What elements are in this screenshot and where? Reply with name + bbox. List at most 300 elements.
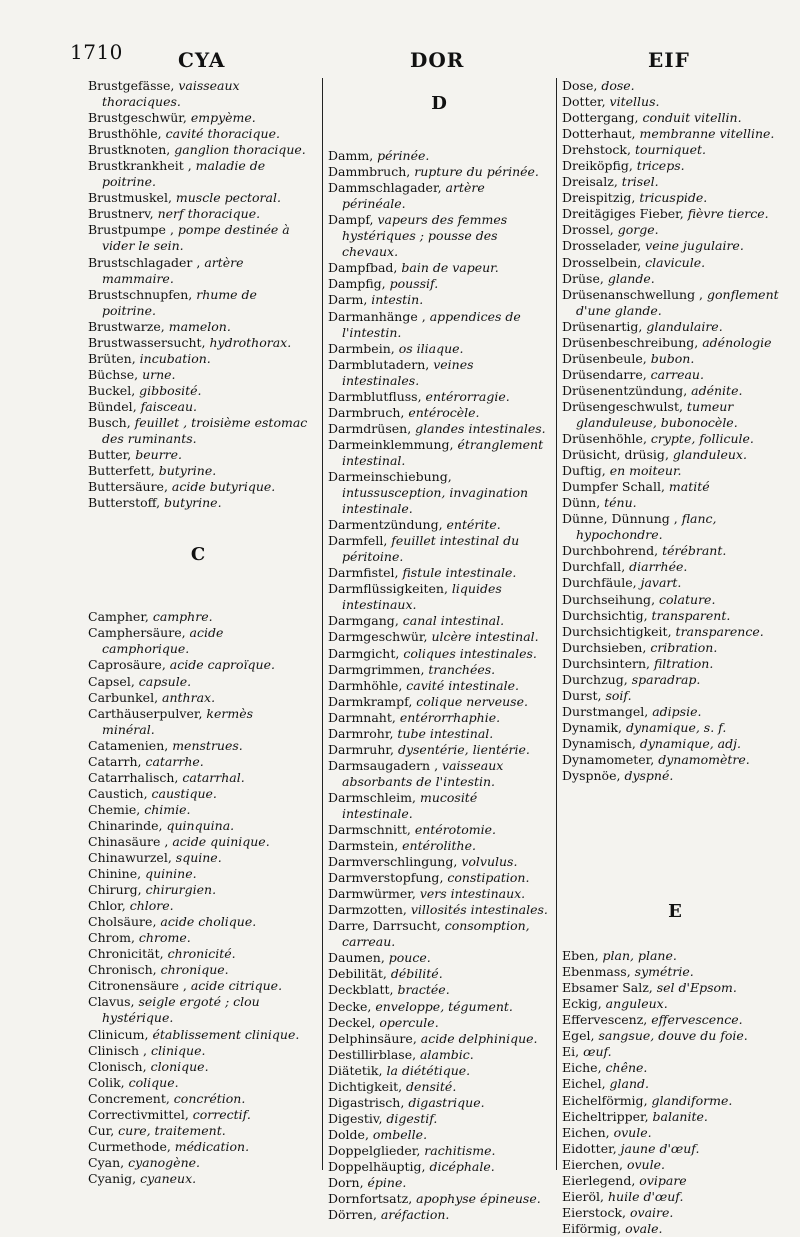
entry-separator: , — [599, 270, 608, 286]
entry-translation: clavicule. — [645, 254, 706, 270]
entry-separator: , — [637, 254, 646, 270]
entry-translation: conduit vitellin. — [642, 110, 742, 126]
entry-separator: , — [617, 1220, 626, 1236]
entry-headword: Darmfell — [328, 533, 384, 549]
entry-translation: tumeur glanduleuse, bubonocèle. — [576, 398, 738, 430]
entry-translation: gibbosité. — [139, 382, 202, 398]
entry-headword: Brustschnupfen — [88, 286, 189, 302]
entry-headword: Darmschleim — [328, 789, 413, 805]
entry-headword: Darre, Darrsucht — [328, 918, 437, 934]
entry-headword: Capsel — [88, 673, 131, 689]
entry-separator: , — [406, 822, 415, 838]
entry-headword: Chemie — [88, 801, 137, 817]
dictionary-entry — [562, 399, 788, 431]
entry-separator: , — [412, 1030, 421, 1046]
entry-headword: Eieröl — [562, 1188, 601, 1204]
entry-translation: dose. — [601, 78, 635, 93]
dictionary-entry — [328, 260, 550, 276]
entry-translation: anthrax. — [162, 689, 216, 705]
entry-translation: entérocèle. — [408, 404, 480, 420]
entry-separator: , — [400, 1094, 409, 1110]
entry-headword: Drüsenbeschreibung — [562, 334, 695, 350]
entry-separator: , — [166, 1138, 175, 1154]
dictionary-entry — [328, 790, 550, 822]
entry-headword: Drüsenanschwellung — [562, 286, 696, 302]
entry-separator: , — [142, 1058, 151, 1074]
entry-translation: adénologie — [702, 334, 772, 350]
dictionary-entry — [328, 1191, 550, 1207]
entry-separator: , — [619, 1156, 627, 1172]
entry-translation: densité. — [406, 1078, 457, 1094]
entry-headword: Dreiköpfig — [562, 158, 629, 174]
entry-separator: , — [152, 962, 161, 978]
entry-separator: , — [132, 1170, 141, 1186]
entry-translation: dynamomètre. — [658, 751, 750, 767]
entry-translation: dyspné. — [624, 768, 674, 784]
dictionary-entry — [562, 511, 788, 543]
entry-translation: feuillet intestinal du péritoine. — [342, 533, 520, 565]
dictionary-entry — [88, 930, 308, 946]
entry-headword: Darmgicht — [328, 645, 396, 661]
entry-translation: squine. — [175, 850, 222, 866]
entry-headword: Busch — [88, 414, 127, 430]
dictionary-entry — [562, 319, 788, 335]
entry-headword: Drüsicht, drüsig — [562, 447, 665, 463]
entry-separator: , — [417, 308, 430, 324]
entry-translation: camphre. — [152, 609, 213, 625]
entry-headword: Durchsichtig — [562, 607, 644, 623]
dictionary-entry — [328, 565, 550, 581]
dictionary-entry — [88, 690, 308, 706]
dictionary-entry — [88, 222, 308, 254]
entry-headword: Dorn — [328, 1175, 360, 1191]
entry-translation: cyaneux. — [140, 1170, 197, 1186]
entry-translation: dicéphale. — [429, 1159, 495, 1174]
entry-translation: adipsie. — [652, 703, 702, 719]
entry-headword: Brustwassersucht — [88, 334, 202, 350]
entry-headword: Catarrhalisch — [88, 769, 175, 785]
entry-headword: Buckel — [88, 382, 132, 398]
entry-headword: Drüsenhöhle — [562, 431, 643, 447]
entry-headword: Dose — [562, 78, 594, 93]
running-head-right: EIF — [648, 48, 690, 72]
entry-separator: , — [395, 645, 404, 661]
entry-translation: glandiforme. — [651, 1092, 733, 1108]
entry-separator: , — [181, 625, 190, 641]
entry-separator: , — [695, 286, 707, 302]
entry-translation: nerf thoracique. — [157, 206, 261, 222]
dictionary-entry — [88, 850, 308, 866]
entry-separator: , — [643, 1012, 652, 1028]
entry-headword: Durstmangel — [562, 703, 645, 719]
entry-translation: veine jugulaire. — [645, 238, 744, 254]
entry-headword: Dynamometer — [562, 751, 651, 767]
entry-separator: , — [170, 78, 179, 93]
entry-translation: établissement clinique. — [152, 1026, 300, 1042]
entry-separator: , — [394, 565, 403, 581]
dictionary-entry — [328, 886, 550, 902]
dictionary-entry — [88, 625, 308, 657]
entry-headword: Darmwürmer — [328, 886, 412, 902]
entry-separator: , — [120, 1074, 129, 1090]
entry-translation: transparence. — [675, 623, 764, 639]
entry-translation: dynamique, s. f. — [625, 719, 727, 735]
dictionary-entry — [328, 1063, 550, 1079]
entry-separator: , — [643, 1092, 652, 1108]
dictionary-entry — [88, 994, 308, 1026]
entry-translation: digastrique. — [408, 1094, 485, 1110]
entry-separator: , — [137, 866, 146, 882]
entry-translation: cure, traitement. — [118, 1122, 226, 1138]
entry-separator: , — [443, 581, 452, 597]
entry-headword: Brustmuskel — [88, 190, 168, 206]
dictionary-entry — [328, 950, 550, 966]
entry-headword: Butterfett — [88, 463, 151, 479]
entry-translation: carreau. — [650, 366, 704, 382]
section-spacer — [562, 784, 788, 904]
dictionary-entry — [328, 1127, 550, 1143]
entry-translation: vitellus. — [609, 94, 660, 110]
column-2 — [322, 78, 550, 1223]
entry-headword: Darmentzündung — [328, 517, 439, 533]
entry-headword: Darmgeschwür — [328, 629, 424, 645]
entry-translation: mamelon. — [168, 318, 231, 334]
dictionary-entry — [562, 206, 788, 222]
entry-translation: ganglion thoracique. — [174, 142, 306, 158]
entry-headword: Daumen — [328, 950, 381, 966]
dictionary-entry — [562, 238, 788, 254]
entry-headword: Caprosäure — [88, 657, 162, 673]
dictionary-entry — [562, 688, 788, 704]
entry-translation: débilité. — [390, 966, 443, 982]
entry-headword: Darmanhänge — [328, 308, 418, 324]
dictionary-entry — [328, 1095, 550, 1111]
entry-headword: Durchzug — [562, 671, 624, 687]
dictionary-entry — [328, 694, 550, 710]
entry-translation: dysentérie, lientérie. — [397, 741, 530, 757]
entry-translation: balanite. — [652, 1108, 708, 1124]
entry-translation: membranne vitelline. — [639, 126, 775, 142]
entry-separator: , — [622, 1204, 630, 1220]
entry-separator: , — [408, 693, 417, 709]
dictionary-entry — [562, 768, 788, 784]
entry-separator: , — [600, 1188, 608, 1204]
entry-separator: , — [406, 164, 415, 180]
entry-headword: Darmgang — [328, 613, 395, 629]
entry-headword: Darmstein — [328, 838, 395, 854]
dictionary-entry — [562, 1028, 788, 1044]
entry-translation: menstrues. — [172, 737, 243, 753]
entry-headword: Darmhöhle — [328, 677, 399, 693]
entry-translation: poussif. — [389, 276, 439, 292]
entry-translation: colature. — [659, 591, 716, 607]
entry-translation: consomption, carreau. — [342, 918, 530, 950]
entry-separator: , — [371, 1014, 380, 1030]
dictionary-entry — [328, 309, 550, 341]
entry-translation: canal intestinal. — [402, 613, 505, 629]
entry-translation: gland. — [609, 1076, 650, 1092]
entry-separator: , — [621, 559, 630, 575]
entry-translation: diarrhée. — [629, 559, 688, 575]
entry-translation: étranglement intestinal. — [342, 436, 544, 468]
entry-separator: , — [192, 254, 205, 270]
section-letter-heading: E — [668, 901, 682, 923]
entry-separator: , — [423, 629, 432, 645]
entry-translation: acide caproïque. — [169, 657, 275, 673]
entry-headword: Dynamik — [562, 719, 619, 735]
entry-separator: , — [400, 404, 409, 420]
entry-translation: fistule intestinale. — [402, 565, 517, 581]
entry-separator: , — [130, 994, 139, 1010]
entry-translation: cyanogène. — [128, 1154, 201, 1170]
entry-translation: ulcère intestinal. — [431, 629, 539, 645]
entry-translation: volvulus. — [461, 854, 518, 870]
entry-separator: , — [644, 703, 653, 719]
dictionary-entry — [88, 898, 308, 914]
entry-translation: os iliaque. — [398, 340, 464, 356]
entry-separator: , — [437, 180, 446, 196]
entry-headword: Doppelhäuptig — [328, 1159, 422, 1174]
entry-separator: , — [596, 495, 605, 511]
entry-headword: Clinisch — [88, 1042, 140, 1058]
entry-translation: quinquina. — [166, 817, 235, 833]
entry-separator: , — [430, 757, 443, 773]
entry-separator: , — [664, 447, 673, 463]
entry-separator: , — [132, 398, 141, 414]
dictionary-entry — [328, 180, 550, 212]
entry-headword: Dolde — [328, 1126, 365, 1142]
dictionary-entry — [88, 1155, 308, 1171]
entry-translation: cribration. — [650, 639, 718, 655]
dictionary-entry — [88, 1091, 308, 1107]
dictionary-entry — [562, 656, 788, 672]
dictionary-entry — [562, 1141, 788, 1157]
entry-translation: colique nerveuse. — [416, 693, 528, 709]
entry-translation: ombelle. — [372, 1126, 428, 1142]
dictionary-entry — [328, 357, 550, 389]
entry-translation: enveloppe, tégument. — [375, 998, 513, 1014]
dictionary-entry — [562, 543, 788, 559]
entry-translation: transparent. — [651, 607, 731, 623]
entry-headword: Carthäuserpulver — [88, 705, 199, 721]
dictionary-entry — [328, 710, 550, 726]
entry-separator: , — [378, 1110, 387, 1126]
dictionary-entry — [562, 1109, 788, 1125]
entry-translation: épine. — [367, 1175, 407, 1191]
entry-headword: Dreitägiges Fieber — [562, 206, 680, 222]
entry-headword: Correctivmittel — [88, 1106, 185, 1122]
entry-separator: , — [421, 1159, 430, 1174]
entry-separator: , — [134, 366, 143, 382]
entry-translation: tricuspide. — [639, 190, 708, 206]
entry-separator: , — [398, 677, 407, 693]
dictionary-entry — [562, 142, 788, 158]
dictionary-entry — [88, 802, 308, 818]
dictionary-entry — [88, 770, 308, 786]
entry-headword: Darmdrüsen — [328, 420, 408, 436]
entry-headword: Cyanig — [88, 1170, 133, 1186]
entry-separator: , — [616, 768, 625, 784]
entry-headword: Destillirblase — [328, 1046, 413, 1062]
entry-headword: Digastrisch — [328, 1094, 401, 1110]
dictionary-entry — [328, 405, 550, 421]
entry-translation: acide delphinique. — [420, 1030, 538, 1046]
entry-headword: Colik — [88, 1074, 121, 1090]
entry-headword: Darmeinklemmung — [328, 436, 450, 452]
entry-separator: , — [438, 517, 447, 533]
entry-separator: , — [165, 1090, 174, 1106]
dictionary-entry — [562, 335, 788, 351]
entry-separator: , — [381, 276, 390, 292]
entry-separator: , — [130, 930, 139, 946]
entry-headword: Darmschnitt — [328, 822, 407, 838]
entry-translation: chrome. — [138, 930, 191, 946]
dictionary-entry — [88, 255, 308, 287]
entry-headword: Chinarinde — [88, 817, 159, 833]
entry-translation: entérorrhaphie. — [399, 709, 501, 725]
dictionary-entry — [562, 255, 788, 271]
entry-translation: entérorragie. — [425, 388, 510, 404]
dictionary-entry — [562, 126, 788, 142]
entry-separator: , — [669, 511, 682, 527]
entry-separator: , — [408, 1191, 417, 1207]
dictionary-entry — [88, 978, 308, 994]
entry-headword: Darmverstopfung — [328, 870, 440, 886]
dictionary-entry — [562, 640, 788, 656]
dictionary-entry — [562, 752, 788, 768]
entry-separator: , — [601, 463, 610, 479]
entry-translation: jaune d'œuf. — [620, 1140, 700, 1156]
entry-headword: Ebenmass — [562, 964, 627, 980]
entry-separator: , — [407, 420, 416, 436]
entry-translation: chimie. — [144, 801, 191, 817]
dictionary-entry — [562, 1044, 788, 1060]
dictionary-entry — [328, 164, 550, 180]
dictionary-entry — [88, 674, 308, 690]
entry-headword: Darmgrimmen — [328, 661, 421, 677]
entry-headword: Durchfall — [562, 559, 622, 575]
dictionary-entry — [328, 517, 550, 533]
entry-separator: , — [389, 725, 398, 741]
entry-separator: , — [144, 609, 153, 625]
entry-translation: maladie de poitrine. — [102, 158, 266, 190]
entry-separator: , — [590, 1028, 599, 1044]
entry-headword: Eicheltripper — [562, 1108, 645, 1124]
entry-separator: , — [393, 260, 402, 276]
entry-headword: Drüsenentzündung — [562, 382, 684, 398]
entry-translation: constipation. — [447, 870, 530, 886]
entry-translation: artère périnéale. — [342, 180, 485, 212]
entry-headword: Dynamisch — [562, 735, 632, 751]
dictionary-entry — [328, 437, 550, 469]
entry-headword: Brusthöhle — [88, 126, 158, 142]
entry-headword: Dampfbad — [328, 260, 394, 276]
entry-translation: tranchées. — [428, 661, 496, 677]
entry-translation: ovaire. — [630, 1204, 674, 1220]
entry-separator: , — [416, 1142, 425, 1158]
entry-translation: feuillet , troisième estomac des ruminants. — [102, 414, 308, 447]
dictionary-entry — [328, 629, 550, 645]
entry-separator: , — [372, 1207, 381, 1223]
entry-headword: Cur — [88, 1122, 111, 1138]
entry-headword: Dreisalz — [562, 174, 614, 190]
running-head-left: CYA — [178, 48, 226, 72]
entry-separator: , — [648, 980, 657, 996]
entry-headword: Dumpfer Schall — [562, 479, 661, 495]
entry-headword: Durchsieben — [562, 639, 643, 655]
entry-headword: Drüsendarre — [562, 366, 643, 382]
entry-separator: , — [359, 1175, 368, 1191]
entry-separator: , — [164, 737, 173, 753]
dictionary-entry — [88, 657, 308, 673]
entry-translation: chlore. — [129, 898, 174, 914]
entry-headword: Darm — [328, 292, 364, 308]
entry-headword: Eichel — [562, 1076, 602, 1092]
entry-headword: Durchbohrend — [562, 543, 655, 559]
entry-separator: , — [178, 978, 191, 994]
entry-separator: , — [613, 174, 622, 190]
entry-separator: , — [198, 705, 207, 721]
dictionary-entry — [88, 706, 308, 738]
dictionary-entry — [562, 367, 788, 383]
running-head-center: DOR — [410, 48, 465, 72]
dictionary-entry — [88, 158, 308, 190]
entry-translation: adénite. — [691, 382, 743, 398]
entry-separator: , — [667, 623, 676, 639]
dictionary-entry — [328, 902, 550, 918]
entry-translation: colique. — [128, 1074, 179, 1090]
entry-separator: , — [642, 366, 651, 382]
entry-headword: Darmbruch — [328, 404, 401, 420]
entry-headword: Dornfortsatz — [328, 1191, 409, 1207]
entry-translation: quinine. — [145, 866, 197, 882]
entry-translation: cavité intestinale. — [406, 677, 519, 693]
entry-separator: , — [660, 479, 669, 495]
entry-separator: , — [436, 918, 445, 934]
entry-headword: Debilität — [328, 966, 383, 982]
entry-separator: , — [402, 902, 411, 918]
entry-separator: , — [439, 870, 448, 886]
dictionary-entry — [88, 1059, 308, 1075]
entry-translation: muscle pectoral. — [175, 190, 281, 206]
entry-headword: Dampfig — [328, 276, 382, 292]
dictionary-entry — [88, 882, 308, 898]
dictionary-entry — [328, 678, 550, 694]
entry-separator: , — [631, 1172, 640, 1188]
entry-headword: Catamenien — [88, 737, 165, 753]
entry-translation: mucosité intestinale. — [342, 789, 478, 821]
dictionary-entry — [88, 866, 308, 882]
entry-translation: ténu. — [604, 495, 637, 511]
dictionary-entry — [328, 1015, 550, 1031]
dictionary-entry — [328, 212, 550, 260]
dictionary-entry — [328, 148, 550, 164]
entry-headword: Durchsichtigkeit — [562, 623, 668, 639]
dictionary-entry — [88, 206, 308, 222]
entry-separator: , — [139, 1042, 151, 1058]
entry-headword: Durchseihung — [562, 591, 652, 607]
dictionary-entry — [562, 608, 788, 624]
entry-separator: , — [174, 769, 183, 785]
dictionary-entry — [562, 948, 788, 964]
dictionary-entry — [88, 1139, 308, 1155]
entry-headword: Eierchen — [562, 1156, 619, 1172]
entry-headword: Brustnerv — [88, 206, 150, 222]
entry-translation: ovipare — [639, 1172, 687, 1188]
entry-headword: Cyan — [88, 1154, 121, 1170]
entry-translation: artère mammaire. — [102, 254, 244, 286]
dictionary-entry — [328, 613, 550, 629]
